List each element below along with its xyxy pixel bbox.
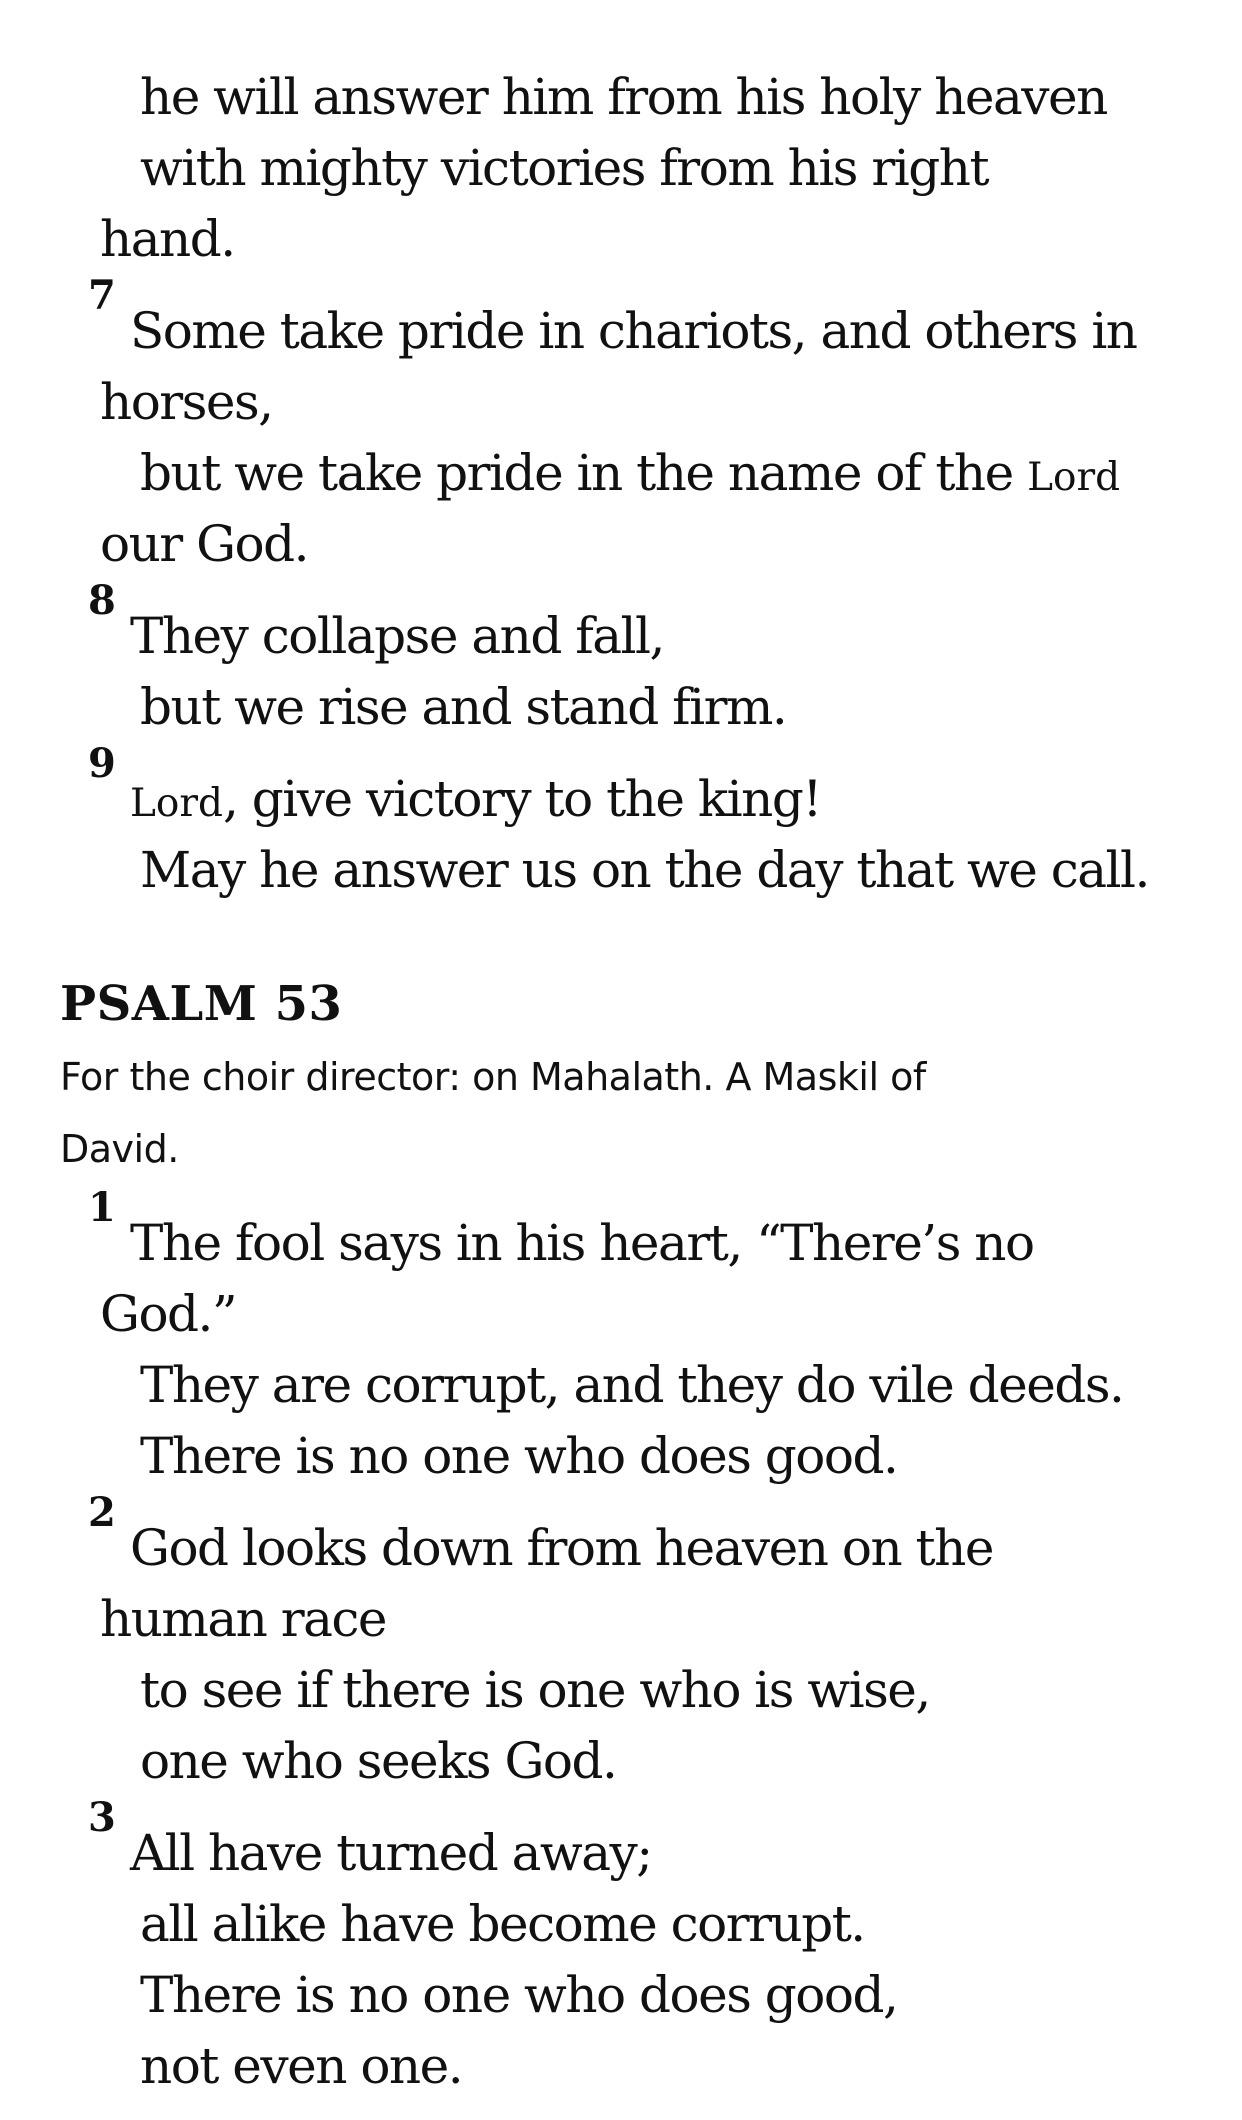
verse-line: horses, xyxy=(100,373,273,431)
verse-line: The fool says in his heart, “There’s no xyxy=(130,1214,1034,1272)
verse-line: God.” xyxy=(100,1285,237,1343)
verse-line: to see if there is one who is wise, xyxy=(140,1661,930,1719)
verse-line: Some take pride in chariots, and others in xyxy=(130,302,1137,360)
verse-number: 7 xyxy=(88,272,116,319)
verse-line: hand. xyxy=(100,210,235,268)
verse-number: 1 xyxy=(88,1184,116,1231)
psalm-superscription: David. xyxy=(60,1127,179,1171)
verse-line: There is no one who does good. xyxy=(140,1427,898,1485)
verse-number: 3 xyxy=(88,1794,116,1841)
verse-line: all alike have become corrupt. xyxy=(140,1895,865,1953)
verse-line: human race xyxy=(100,1590,387,1648)
divine-name-small-caps: Lord xyxy=(130,781,223,826)
verse-line: one who seeks God. xyxy=(140,1732,617,1790)
verse-number: 2 xyxy=(88,1489,116,1536)
verse-line: with mighty victories from his right xyxy=(140,139,989,197)
verse-text: but we take pride in the name of the xyxy=(140,444,1028,502)
verse-number: 8 xyxy=(88,577,116,624)
verse-line: There is no one who does good, xyxy=(140,1966,898,2024)
verse-line xyxy=(130,770,821,828)
verse-line: They are corrupt, and they do vile deeds. xyxy=(140,1356,1124,1414)
verse-line: God looks down from heaven on the xyxy=(130,1519,993,1577)
verse-line: our God. xyxy=(100,515,309,573)
verse-line: All have turned away; xyxy=(130,1824,652,1882)
verse-line: They collapse and fall, xyxy=(130,607,664,665)
verse-line: he will answer him from his holy heaven xyxy=(140,68,1107,126)
verse-line: May he answer us on the day that we call. xyxy=(140,841,1149,899)
verse-line: but we rise and stand firm. xyxy=(140,678,787,736)
verse-text: , give victory to the king! xyxy=(223,770,821,828)
divine-name-small-caps: Lord xyxy=(1027,455,1121,500)
verse-number: 9 xyxy=(88,740,116,787)
verse-line: not even one. xyxy=(140,2037,463,2095)
verse-line xyxy=(140,444,1121,502)
psalm-superscription: For the choir director: on Mahalath. A Maskil of xyxy=(60,1055,926,1099)
psalm-title: PSALM 53 xyxy=(60,976,343,1032)
